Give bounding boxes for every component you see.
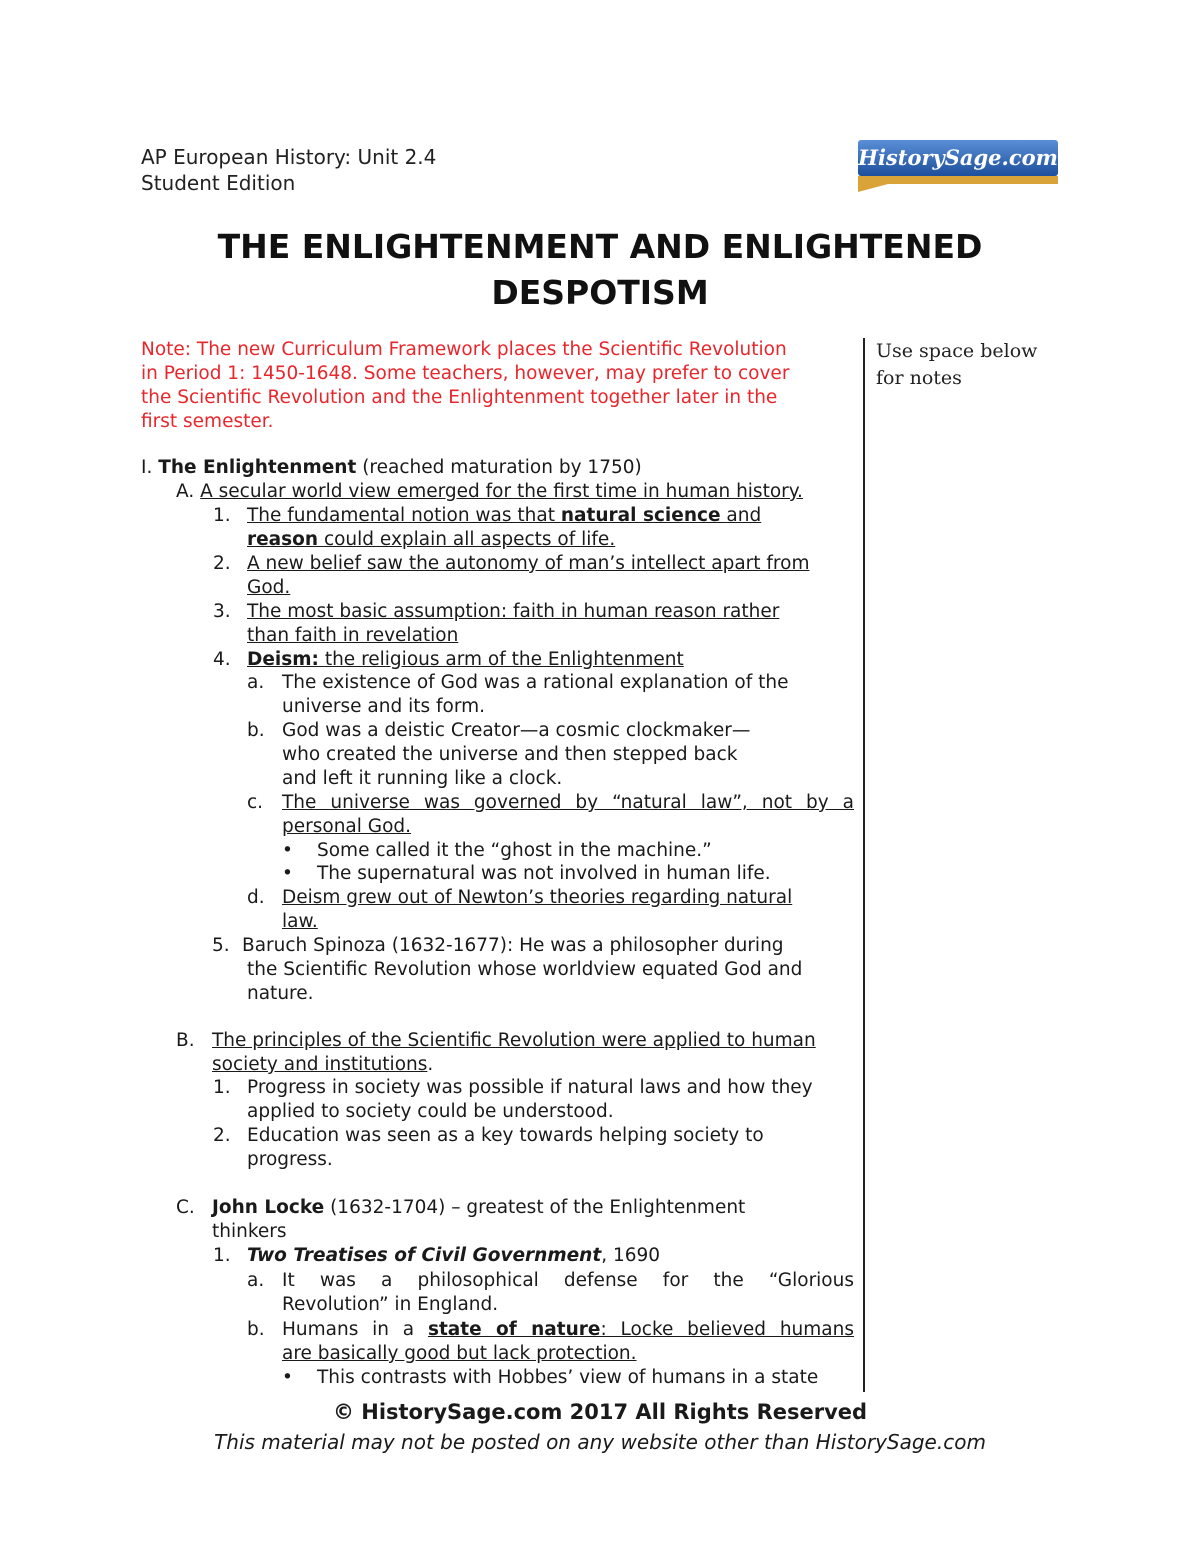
outline-bullet: This contrasts with Hobbes’ view of humans in a state [317,1367,819,1388]
list-number: 5. [212,935,230,956]
outline-item-Cb: Humans in a state of nature: Locke believed humans [282,1319,854,1340]
outline-item-C1: Two Treatises of Civil Government, 1690 [247,1245,661,1266]
list-letter: b. [247,1319,265,1340]
list-number: 3. [213,601,231,622]
outline-item-B1: Progress in society was possible if natural laws and how they [247,1077,813,1098]
outline-item-Ca: It was a philosophical defense for the “Glorious [282,1270,854,1291]
outline-item-A2: A new belief saw the autonomy of man’s intellect apart from [247,553,810,574]
list-number: 1. [213,1245,231,1266]
outline-item-c-cont: personal God. [282,816,412,837]
list-letter: B. [176,1030,195,1051]
outline-item-d: Deism grew out of Newton’s theories regarding natural [282,887,793,908]
outline-item-A3-cont: than faith in revelation [247,625,459,646]
outline-item-b-cont: who created the universe and then stepped back [282,744,738,765]
outline-item-B: The principles of the Scientific Revolution were applied to human [212,1030,816,1051]
historysage-logo [858,140,1058,192]
outline-item-A5-cont: the Scientific Revolution whose worldview equated God and [247,959,803,980]
outline-item-a-cont: universe and its form. [282,696,486,717]
page-title: THE ENLIGHTENMENT AND ENLIGHTENED DESPOTISM [217,227,983,312]
outline-item-I: I. The Enlightenment (reached maturation by 1750) [141,457,642,478]
outline-item-A2-cont: God. [247,577,291,598]
outline-item-A1: The fundamental notion was that natural science and [247,505,762,526]
outline-item-d-cont: law. [282,911,318,932]
outline-item-B2-cont: progress. [247,1149,333,1170]
list-number: 4. [213,649,231,670]
list-letter: d. [247,887,265,908]
outline-item-B1-cont: applied to society could be understood. [247,1101,614,1122]
course-label: AP European History: Unit 2.4 [141,145,437,169]
outline-item-A1-cont: reason could explain all aspects of life. [247,529,616,550]
outline-item-A: A. A secular world view emerged for the first time in human history. [176,481,803,502]
list-letter: a. [247,672,265,693]
copyright-line: © HistorySage.com 2017 All Rights Reserved [332,1400,868,1424]
outline-item-b-cont: and left it running like a clock. [282,768,563,789]
outline-item-C-cont: thinkers [212,1221,287,1242]
outline-bullet: Some called it the “ghost in the machine.” [317,840,712,861]
bullet: • [282,1367,293,1388]
bullet: • [282,863,293,884]
list-number: 2. [213,1125,231,1146]
outline-item-B-cont: society and institutions. [212,1054,434,1075]
notes-divider [863,338,865,1392]
list-letter: b. [247,720,265,741]
outline-item-a: The existence of God was a rational explanation of the [282,672,789,693]
list-number: 2. [213,553,231,574]
list-number: 1. [213,505,231,526]
outline-item-A3: The most basic assumption: faith in human reason rather [247,601,780,622]
outline-item-A5-cont: nature. [247,983,314,1004]
outline-bullet: The supernatural was not involved in human life. [317,863,771,884]
notes-sidebar: Use space below for notes [876,340,1038,389]
outline-item-Ca-cont: Revolution” in England. [282,1294,499,1315]
list-number: 1. [213,1077,231,1098]
list-letter: a. [247,1270,265,1291]
svg-text:HistorySage.com: HistorySage.com [858,145,1058,170]
curriculum-note: Note: The new Curriculum Framework places the Scientific Revolution in Period 1: 1450-1648. Some teachers, however, may prefer to cover the Scientific Revolution and the Enlightenment together later in the first semester. [141,339,790,432]
outline-item-c: The universe was governed by “natural law”, not by a [282,792,854,813]
list-letter: c. [247,792,264,813]
outline-item-B2: Education was seen as a key towards helping society to [247,1125,764,1146]
bullet: • [282,840,293,861]
outline-item-A5: Baruch Spinoza (1632-1677): He was a philosopher during [242,935,784,956]
edition-label: Student Edition [141,171,296,195]
outline-item-C: John Locke (1632-1704) – greatest of the Enlightenment [212,1197,746,1218]
outline-item-A4: Deism: the religious arm of the Enlightenment [247,649,684,670]
outline-item-b: God was a deistic Creator—a cosmic clockmaker— [282,720,751,741]
list-letter: C. [176,1197,195,1218]
usage-notice: This material may not be posted on any website other than HistorySage.com [214,1430,986,1454]
outline-item-Cb-cont: are basically good but lack protection. [282,1343,637,1364]
